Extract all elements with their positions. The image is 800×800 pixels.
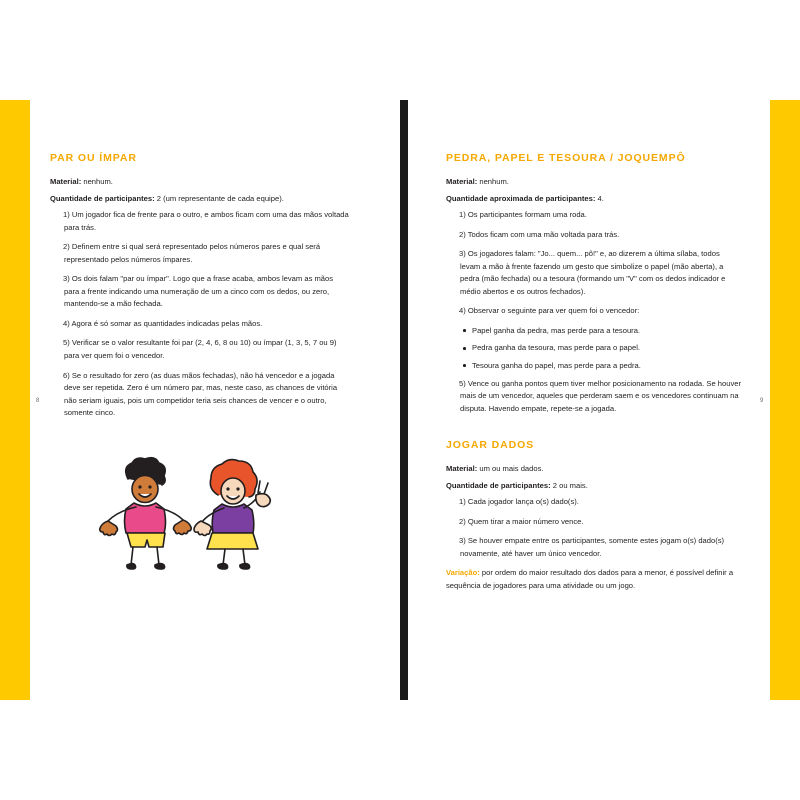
- material-value-right-1: nenhum.: [477, 177, 509, 187]
- material-line-right-2: [446, 463, 741, 476]
- participants-label-left: Quantidade de participantes:: [50, 193, 155, 203]
- participants-label-right-2: Quantidade de participantes:: [446, 480, 551, 490]
- step-item: 3) Os dois falam "par ou ímpar". Logo que a frase acaba, ambos levam as mãos para a frente indicando uma numeração de um a cinco com os dedos, ou zero, mantendo-se a mão fechada.: [63, 274, 334, 309]
- participants-line-left: [50, 193, 350, 206]
- list-item: [446, 342, 741, 355]
- participants-value-right-2: 2 ou mais.: [550, 480, 588, 490]
- material-line-right-1: [446, 176, 741, 189]
- step-item: 2) Definem entre si qual será representado pelos números pares e qual será representado pelos números ímpares.: [63, 242, 321, 264]
- material-label-right-2: Material:: [446, 464, 478, 474]
- list-item-text: Tesoura ganha do papel, mas perde para a pedra.: [472, 360, 641, 370]
- section-title-jogar-dados: JOGAR DADOS: [446, 439, 535, 452]
- step-item: 5) Vence ou ganha pontos quem tiver melhor posicionamento na rodada. Se houver mais de um vencedor, aqueles que perderam saem e os vencedores continuam na disputa. Havendo empate, repete-se a jogada.: [459, 378, 741, 413]
- step-item: 3) Os jogadores falam: "Jo... quem... pô!" e, ao dizerem a última sílaba, todos levam a mão à frente fazendo um gesto que simbolize o papel (mão aberta), a pedra (mão fechada) ou a tesoura (formando um "V" com os dedos indicador e médio abertos e os outros fechados).: [459, 249, 726, 296]
- list-item: [446, 325, 741, 338]
- bullet-dot-icon: [463, 347, 466, 350]
- book-edge-left: [0, 100, 30, 700]
- right-page-content: [446, 150, 741, 599]
- participants-value-left: 2 (um representante de cada equipe).: [154, 193, 284, 203]
- material-label-left: Material:: [50, 177, 82, 187]
- left-page-content: [50, 150, 350, 427]
- variation-line: [446, 567, 741, 592]
- bullet-dot-icon: [463, 329, 466, 332]
- step-item: 4) Observar o seguinte para ver quem foi o vencedor:: [459, 306, 640, 316]
- participants-label-right-1: Quantidade aproximada de participantes:: [446, 193, 596, 203]
- step-item: 4) Agora é só somar as quantidades indicadas pelas mãos.: [63, 318, 263, 328]
- material-value-left: nenhum.: [81, 177, 113, 187]
- book-spine: [400, 100, 408, 700]
- folio-left: 8: [36, 398, 40, 404]
- list-item-text: Papel ganha da pedra, mas perde para a tesoura.: [472, 325, 641, 335]
- participants-value-right-1: 4.: [595, 193, 604, 203]
- step-item: 2) Todos ficam com uma mão voltada para trás.: [459, 229, 620, 239]
- material-value-right-2: um ou mais dados.: [477, 464, 544, 474]
- list-item: [446, 360, 741, 373]
- two-children-playing-illustration: [70, 455, 300, 585]
- step-item: 5) Verificar se o valor resultante foi par (2, 4, 6, 8 ou 10) ou ímpar (1, 3, 5, 7 ou 9) para ver quem foi o vencedor.: [63, 338, 337, 360]
- book-edge-right: [770, 100, 800, 700]
- folio-right: 9: [760, 398, 764, 404]
- material-line-left: [50, 176, 350, 189]
- participants-line-right-2: [446, 480, 741, 493]
- step-item: 1) Os participantes formam uma roda.: [459, 210, 587, 220]
- step-item: 1) Cada jogador lança o(s) dado(s).: [459, 497, 579, 507]
- participants-line-right-1: [446, 193, 741, 206]
- section-title-pedra-papel-tesoura: PEDRA, PAPEL E TESOURA / JOQUEMPÔ: [446, 152, 686, 164]
- step-item: 6) Se o resultado for zero (as duas mãos fechadas), não há vencedor e a jogada deve ser repetida. Zero é um número par, mas, neste caso, as chances de vitória não seriam iguais, pois um competidor teria seis chances de vencer e o outro, somente cinco.: [63, 370, 338, 418]
- bullet-dot-icon: [463, 364, 466, 367]
- step-item: 3) Se houver empate entre os participantes, somente estes jogam o(s) dado(s) novamente, até haver um único vencedor.: [459, 536, 725, 558]
- step-item: 2) Quem tirar a maior número vence.: [459, 516, 584, 526]
- step-item: 1) Um jogador fica de frente para o outro, e ambos ficam com uma das mãos voltada para trás.: [63, 210, 349, 232]
- list-item-text: Pedra ganha da tesoura, mas perde para o papel.: [472, 343, 641, 353]
- variation-label: Variação:: [446, 568, 480, 578]
- variation-text: por ordem do maior resultado dos dados para a menor, é possível definir a sequência de jogadores para uma atividade ou um jogo.: [446, 568, 734, 590]
- material-label-right-1: Material:: [446, 177, 478, 187]
- section-title-par-ou-impar: PAR OU ÍMPAR: [50, 152, 137, 164]
